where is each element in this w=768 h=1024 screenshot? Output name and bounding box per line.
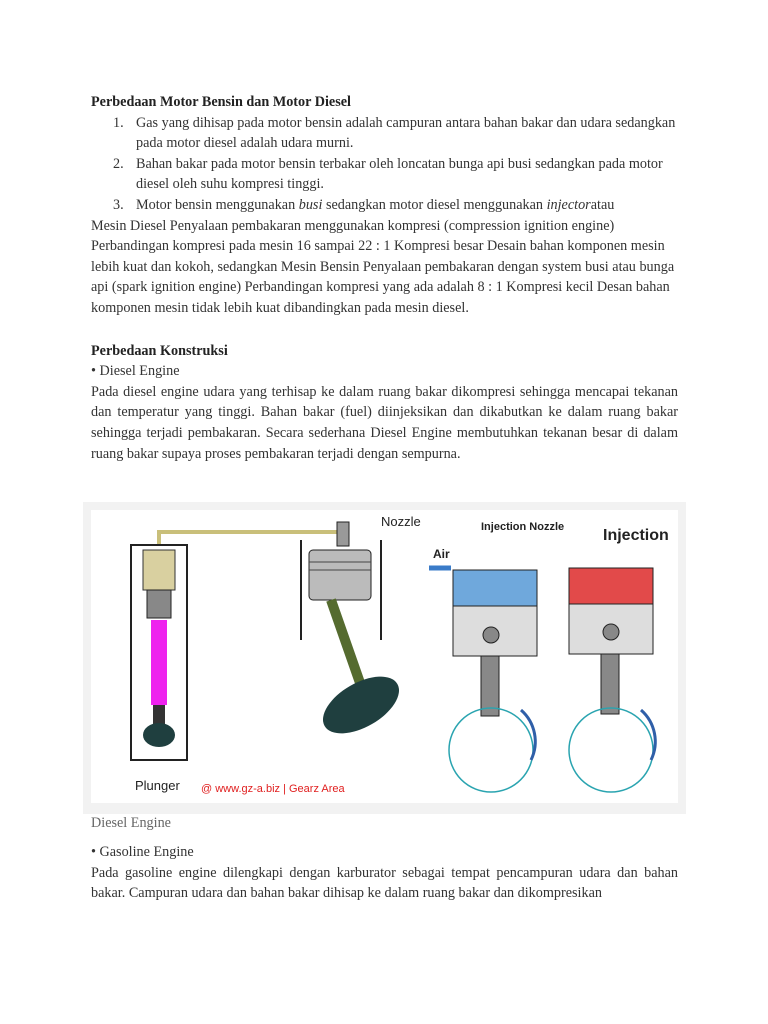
figure-container bbox=[83, 502, 686, 814]
difference-list bbox=[91, 113, 678, 216]
list-emphasis-busi: busi bbox=[298, 196, 323, 213]
list-item bbox=[91, 113, 678, 154]
air-label: Air bbox=[433, 547, 450, 561]
nozzle-label: Nozzle bbox=[381, 514, 421, 529]
list-number: 1. bbox=[113, 114, 124, 131]
bullet-diesel-engine: • Diesel Engine bbox=[91, 363, 180, 380]
figure-caption: Diesel Engine bbox=[91, 815, 171, 831]
list-text-post: atau bbox=[590, 196, 615, 213]
plunger-label: Plunger bbox=[135, 778, 180, 793]
heading-perbedaan-motor: Perbedaan Motor Bensin dan Motor Diesel bbox=[91, 94, 351, 110]
list-text-pre: Motor bensin menggunakan bbox=[136, 196, 299, 213]
list-text: Bahan bakar pada motor bensin terbakar oleh loncatan bunga api busi sedangkan pada motor diesel oleh suhu kompresi tinggi. bbox=[136, 155, 663, 193]
list-item bbox=[91, 154, 678, 195]
document-body-continued bbox=[91, 842, 678, 904]
list-emphasis-injector: injector bbox=[546, 196, 591, 213]
watermark-text: @ www.gz-a.biz | Gearz Area bbox=[201, 783, 345, 795]
list-text: Gas yang dihisap pada motor bensin adalah campuran antara bahan bakar dan udara sedangkan pada motor diesel adalah udara murni. bbox=[136, 114, 676, 152]
paragraph-diesel: Pada diesel engine udara yang terhisap ke dalam ruang bakar dikompresi sehingga mencapai tekanan dan temperatur yang tinggi. Bahan bakar (fuel) diinjeksikan dan dikabutkan ke dalam ruang bakar sehingga terjadi pembakaran. Secara sederhana Diesel Engine membutuhkan tekanan besar di dalam ruang bakar supaya proses pembakaran terjadi dengan sempurna. bbox=[91, 383, 678, 462]
injection-label: Injection bbox=[603, 527, 669, 544]
list-item bbox=[91, 195, 678, 216]
bullet-gasoline-engine: • Gasoline Engine bbox=[91, 844, 194, 860]
paragraph-gasoline: Pada gasoline engine dilengkapi dengan karburator sebagai tempat pencampuran udara dan bahan bakar. Campuran udara dan bahan bakar dihisap ke dalam ruang bakar dan dikompresikan bbox=[91, 864, 678, 902]
injection-nozzle-label: Injection Nozzle bbox=[481, 521, 565, 533]
paragraph-comparison: Mesin Diesel Penyalaan pembakaran menggunakan kompresi (compression ignition engine) Perbandingan kompresi pada mesin 16 sampai 22 : 1 Kompresi besar Desain bahan komponen mesin lebih kuat dan kokoh, sedangkan Mesin Bensin Penyalaan pembakaran dengan system busi atau bunga api (spark ignition engine) Perbandingan kompresi yang ada adalah 8 : 1 Kompresi kecil Desan bahan komponen mesin tidak lebih kuat dibandingkan pada mesin diesel. bbox=[91, 217, 675, 316]
list-number: 3. bbox=[113, 196, 124, 213]
heading-perbedaan-konstruksi: Perbedaan Konstruksi bbox=[91, 342, 228, 359]
list-text-mid: sedangkan motor diesel menggunakan bbox=[322, 196, 547, 213]
document-body bbox=[91, 92, 678, 464]
diesel-engine-diagram bbox=[91, 510, 678, 803]
list-number: 2. bbox=[113, 155, 124, 172]
